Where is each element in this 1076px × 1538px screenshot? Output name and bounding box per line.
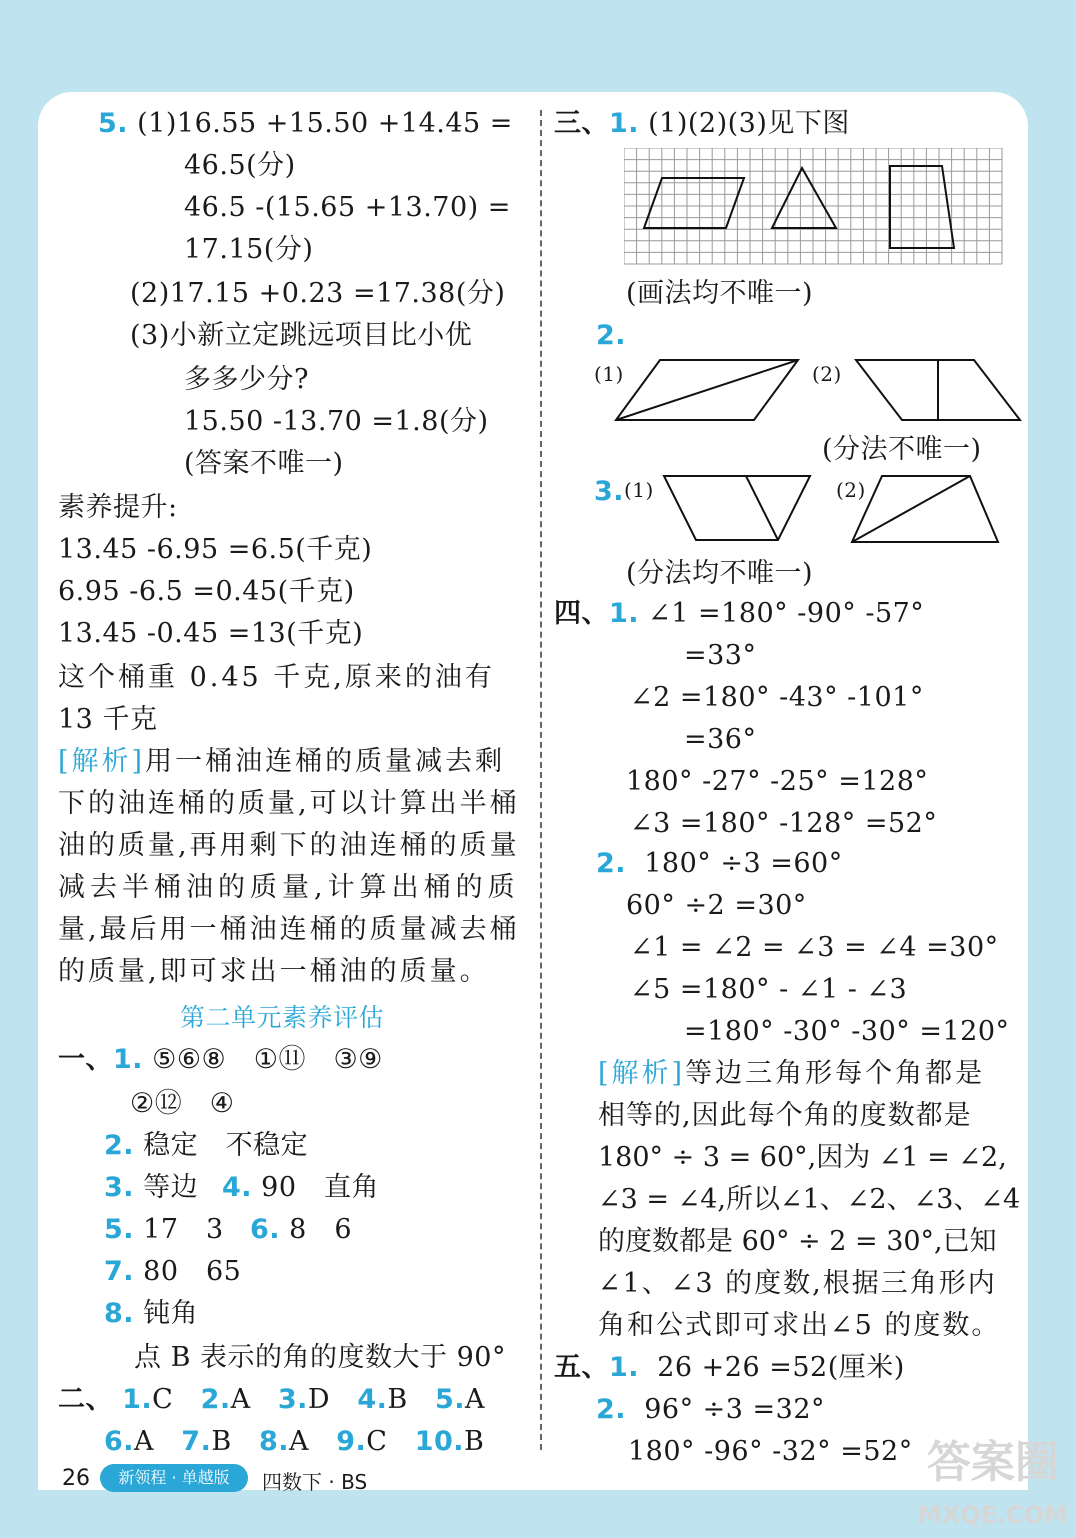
s1-q4: 4. 90 直角	[222, 1172, 379, 1203]
s1-q2: 2. 稳定 不稳定	[104, 1130, 309, 1161]
fig-label: (2)	[812, 362, 842, 386]
series-badge: 新领程 · 单越版	[100, 1464, 248, 1492]
s4-analysis-line: 180° ÷ 3 = 60°,因为 ∠1 = ∠2,	[598, 1142, 1007, 1173]
s1-q1: 一、1. ⑤⑥⑧ ①⑪ ③⑨	[58, 1044, 383, 1075]
s4-q2-line: 60° ÷2 =30°	[626, 890, 807, 921]
s4-analysis-line: 的度数都是 60° ÷ 2 = 30°,已知	[598, 1226, 997, 1257]
column-divider	[540, 110, 542, 1450]
s4-analysis: [解析]等边三角形每个角都是	[598, 1058, 986, 1089]
s4-q1-line: ∠2 =180° -43° -101°	[630, 682, 924, 713]
grid-figure	[624, 148, 1004, 266]
q5-line-6: (3)小新立定跳远项目比小优	[130, 320, 473, 351]
subject-label: 四数下 · BS	[262, 1470, 368, 1494]
trapezoid-shape	[890, 166, 954, 248]
fig-label: (1)	[594, 362, 624, 386]
s4-analysis-line: ∠3 = ∠4,所以∠1、∠2、∠3、∠4	[598, 1184, 1021, 1215]
s5-q2b: 180° -96° -32° =52°	[628, 1436, 913, 1467]
s4-q1-line-1: 四、1. ∠1 =180° -90° -57°	[554, 598, 925, 629]
q5-line-2: 46.5(分)	[184, 150, 296, 181]
s1-q6: 6. 8 6	[250, 1214, 352, 1245]
analysis-line: 的质量,即可求出一桶油的质量。	[58, 956, 490, 987]
triangle-shape	[772, 168, 836, 228]
analysis-line: 油的质量,再用剩下的油连桶的质量	[58, 830, 520, 861]
s4-analysis-line: 角和公式即可求出∠5 的度数。	[598, 1310, 1001, 1341]
q5-line-7: 多多少分?	[184, 364, 309, 395]
q5-line-9: (答案不唯一)	[184, 448, 344, 479]
analysis-block: [解析]用一桶油连桶的质量减去剩	[58, 746, 506, 777]
q3-figure-2	[850, 474, 1000, 544]
s4-q1-line: =33°	[684, 640, 757, 671]
s3-note-3: (分法均不唯一)	[626, 558, 814, 589]
s5-q2: 2. 96° ÷3 =32°	[596, 1394, 826, 1425]
suyang-line: 这个桶重 0.45 千克,原来的油有	[58, 662, 495, 693]
s3-note-2: (分法不唯一)	[822, 434, 982, 465]
section-heading: 第二单元素养评估	[180, 1003, 385, 1032]
s4-q1-line: 180° -27° -25° =128°	[626, 766, 929, 797]
s4-q2-line: ∠1 = ∠2 = ∠3 = ∠4 =30°	[630, 932, 999, 963]
q3-figure-1	[662, 474, 812, 542]
s1-q8b: 点 B 表示的角的度数大于 90°	[134, 1342, 506, 1373]
s2-row-1: 二、 1.C 2.A 3.D 4.B 5.A	[58, 1384, 485, 1415]
q2-figure-2	[854, 358, 1022, 422]
s4-analysis-line: 相等的,因此每个角的度数都是	[598, 1100, 972, 1131]
s1-q5: 5. 17 3	[104, 1214, 224, 1245]
q5-line-5: (2)17.15 +0.23 =17.38(分)	[130, 278, 506, 309]
s4-q2-line: ∠5 =180° - ∠1 - ∠3	[630, 974, 908, 1005]
s1-q7: 7. 80 65	[104, 1256, 242, 1287]
fig-label: (2)	[836, 478, 866, 502]
watermark-logo: 答案圈 MXQE.COM	[917, 1437, 1068, 1529]
q2-figure-1	[614, 358, 800, 422]
analysis-tag: [解析]	[598, 1058, 686, 1089]
suyang-line: 13 千克	[58, 704, 158, 735]
s4-q1-line: =36°	[684, 724, 757, 755]
s4-q2-line-1: 2. 180° ÷3 =60°	[596, 848, 843, 879]
q5-line-4: 17.15(分)	[184, 234, 314, 265]
suyang-line: 13.45 -0.45 =13(千克)	[58, 618, 364, 649]
s1-q8: 8. 钝角	[104, 1298, 199, 1329]
parallelogram-shape	[644, 178, 744, 228]
analysis-line: 量,最后用一桶油连桶的质量减去桶	[58, 914, 520, 945]
grid-lines	[624, 148, 1002, 264]
analysis-line: 下的油连桶的质量,可以计算出半桶	[58, 788, 520, 819]
s3-q1: 三、1. (1)(2)(3)见下图	[554, 108, 850, 139]
suyang-line: 6.95 -6.5 =0.45(千克)	[58, 576, 355, 607]
q5-line-1: 5. (1)16.55 +15.50 +14.45 =	[98, 108, 513, 139]
analysis-tag: [解析]	[58, 746, 146, 777]
analysis-line: 减去半桶油的质量,计算出桶的质	[58, 872, 520, 903]
s2-row-2: 6.A 7.B 8.A 9.C 10.B	[104, 1426, 485, 1457]
page-number: 26	[62, 1466, 90, 1491]
s3-q2: 2.	[596, 320, 627, 351]
suyang-title: 素养提升:	[58, 492, 178, 523]
s4-q2-line: =180° -30° -30° =120°	[684, 1016, 1010, 1047]
suyang-line: 13.45 -6.95 =6.5(千克)	[58, 534, 373, 565]
s1-q3: 3. 等边	[104, 1172, 199, 1203]
s4-analysis-line: ∠1、∠3 的度数,根据三角形内	[598, 1268, 997, 1299]
s4-q1-line: ∠3 =180° -128° =52°	[630, 808, 938, 839]
s3-note-1: (画法均不唯一)	[626, 278, 814, 309]
s3-q3: 3.	[594, 476, 625, 507]
s5-q1: 五、1. 26 +26 =52(厘米)	[554, 1352, 905, 1383]
q5-line-3: 46.5 -(15.65 +13.70) =	[184, 192, 511, 223]
q5-line-8: 15.50 -13.70 =1.8(分)	[184, 406, 489, 437]
fig-label: (1)	[624, 478, 654, 502]
s1-q1b: ②⑫ ④	[130, 1088, 235, 1119]
